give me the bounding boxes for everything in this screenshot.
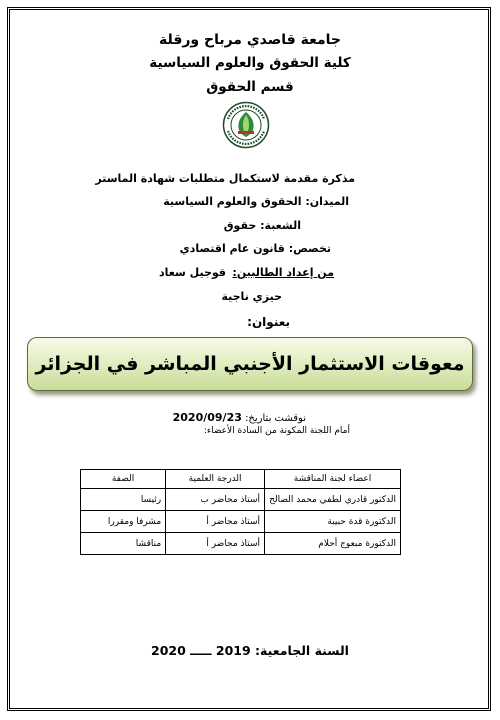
university-seal-logo <box>222 101 270 149</box>
student-name: حيزي ناجية <box>221 290 282 303</box>
member-role: مشرفا ومقررا <box>81 511 166 533</box>
specialty-line: تخصص: قانون عام اقتصادي <box>179 242 331 255</box>
students-label: من إعداد الطالبين: <box>232 266 334 279</box>
branch-line: الشعبة: حقوق <box>223 219 301 232</box>
memo-statement: مذكرة مقدمة لاستكمال متطلبات شهادة الماستر <box>95 172 355 185</box>
defense-date-line <box>173 411 306 424</box>
member-role: رئيسا <box>81 489 166 511</box>
titled-label: بعنوان: <box>247 315 290 329</box>
defense-date: 2020/09/23 <box>172 411 242 424</box>
university-name: جامعة قاصدي مرباح ورقلة <box>158 32 341 48</box>
thesis-title-box <box>27 337 473 391</box>
member-rank: أستاذ محاضر ب <box>166 489 265 511</box>
table-header-row <box>81 470 401 489</box>
department-name: قسم الحقوق <box>206 79 294 95</box>
committee-table <box>80 469 401 555</box>
header-rank: الدرجة العلمية <box>166 470 265 489</box>
member-name: الدكتورة قدة حبيبة <box>265 511 401 533</box>
faculty-name: كلية الحقوق والعلوم السياسية <box>149 55 351 71</box>
header-role: الصفة <box>81 470 166 489</box>
member-name: الدكتورة مبعوج أحلام <box>265 533 401 555</box>
table-row <box>81 489 401 511</box>
table-row <box>81 533 401 555</box>
member-role: مناقشا <box>81 533 166 555</box>
student-name: قوجيل سعاد <box>159 266 226 279</box>
member-rank: أستاذ محاضر أ <box>166 533 265 555</box>
header-member: اعضاء لجنة المناقشة <box>265 470 401 489</box>
field-line: الميدان: الحقوق والعلوم السياسية <box>163 195 349 208</box>
committee-note: أمام اللجنة المكونة من السادة الأعضاء: <box>203 426 350 436</box>
thesis-title: معوقات الاستثمار الأجنبي المباشر في الجزائر <box>35 353 465 375</box>
defense-date-label: نوقشت بتاريخ: <box>245 413 306 424</box>
member-name: الدكتور قادري لطفي محمد الصالح <box>265 489 401 511</box>
academic-year: السنة الجامعية: 2019 ـــــ 2020 <box>151 643 349 658</box>
table-row <box>81 511 401 533</box>
member-rank: أستاذ محاضر أ <box>166 511 265 533</box>
